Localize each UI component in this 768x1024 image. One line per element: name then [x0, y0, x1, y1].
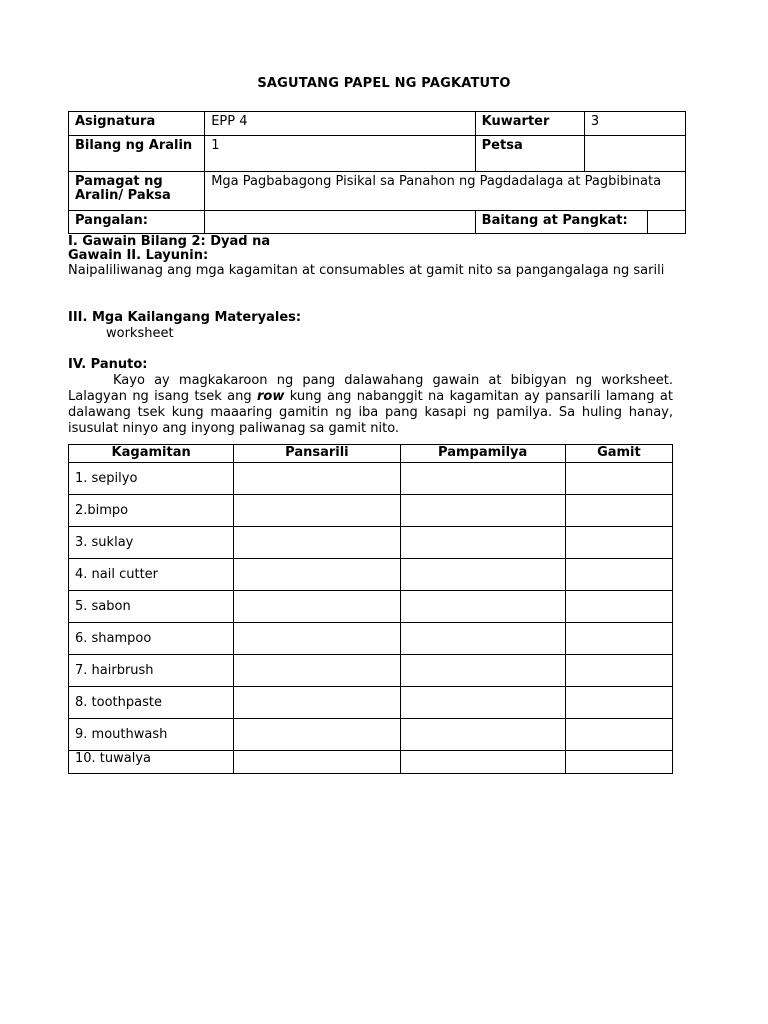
baitang-field[interactable]: [647, 211, 685, 234]
kuwarter-value: 3: [584, 112, 685, 136]
materyales-text: worksheet: [106, 326, 174, 341]
baitang-label: Baitang at Pangkat:: [475, 211, 647, 234]
gamit-cell[interactable]: [565, 463, 672, 495]
kuwarter-label: Kuwarter: [475, 112, 584, 136]
panuto-text-start: Kayo ay magkakaroon ng pang dalawahang gawain at bibigyan ng worksheet. Lalagyan ng isang tsek ang: [68, 373, 673, 404]
pansarili-cell[interactable]: [234, 719, 400, 751]
item-name: 1. sepilyo: [69, 463, 234, 495]
pampamilya-cell[interactable]: [400, 591, 565, 623]
table-row: [69, 527, 673, 559]
pampamilya-cell[interactable]: [400, 527, 565, 559]
asignatura-value: EPP 4: [205, 112, 475, 136]
gamit-cell[interactable]: [565, 591, 672, 623]
page-title: SAGUTANG PAPEL NG PAGKATUTO: [257, 76, 511, 91]
pansarili-cell[interactable]: [234, 559, 400, 591]
gawain-heading-1: I. Gawain Bilang 2: Dyad na: [68, 234, 271, 249]
info-table: [68, 111, 686, 234]
pampamilya-cell[interactable]: [400, 559, 565, 591]
item-name: 5. sabon: [69, 591, 234, 623]
pansarili-cell[interactable]: [234, 591, 400, 623]
item-name: 3. suklay: [69, 527, 234, 559]
pamagat-label: Pamagat ng Aralin/ Paksa: [69, 172, 205, 211]
bilang-value: 1: [205, 136, 475, 172]
item-name: 6. shampoo: [69, 623, 234, 655]
table-row: [69, 463, 673, 495]
gawain-heading-2: Gawain II. Layunin:: [68, 248, 209, 263]
pansarili-cell[interactable]: [234, 655, 400, 687]
header-kagamitan: Kagamitan: [69, 445, 234, 463]
gamit-cell[interactable]: [565, 751, 672, 774]
pansarili-cell[interactable]: [234, 463, 400, 495]
pansarili-cell[interactable]: [234, 751, 400, 774]
pansarili-cell[interactable]: [234, 623, 400, 655]
panuto-heading: IV. Panuto:: [68, 357, 148, 372]
pangalan-field[interactable]: [205, 211, 475, 234]
gamit-cell[interactable]: [565, 655, 672, 687]
pampamilya-cell[interactable]: [400, 463, 565, 495]
gamit-cell[interactable]: [565, 687, 672, 719]
header-gamit: Gamit: [565, 445, 672, 463]
table-row: [69, 495, 673, 527]
pansarili-cell[interactable]: [234, 687, 400, 719]
gamit-cell[interactable]: [565, 719, 672, 751]
table-row: [69, 687, 673, 719]
pampamilya-cell[interactable]: [400, 623, 565, 655]
item-name: 10. tuwalya: [69, 751, 234, 774]
pangalan-label: Pangalan:: [69, 211, 205, 234]
header-pansarili: Pansarili: [234, 445, 400, 463]
pampamilya-cell[interactable]: [400, 495, 565, 527]
item-name: 7. hairbrush: [69, 655, 234, 687]
pampamilya-cell[interactable]: [400, 687, 565, 719]
pansarili-cell[interactable]: [234, 527, 400, 559]
panuto-text: [68, 373, 673, 437]
table-row: [69, 591, 673, 623]
gamit-cell[interactable]: [565, 623, 672, 655]
panuto-text-end: kung ang nabanggit na kagamitan ay pansarili lamang at dalawang tsek kung maaaring gamitin ng iba pang kasapi ng pamilya. Sa huling hanay, isusulat ninyo ang inyong paliwanag sa gamit nito.: [68, 389, 673, 436]
item-name: 4. nail cutter: [69, 559, 234, 591]
table-row: [69, 751, 673, 774]
asignatura-label: Asignatura: [69, 112, 205, 136]
gamit-cell[interactable]: [565, 495, 672, 527]
pampamilya-cell[interactable]: [400, 751, 565, 774]
table-row: [69, 623, 673, 655]
pampamilya-cell[interactable]: [400, 655, 565, 687]
table-row: [69, 655, 673, 687]
gamit-cell[interactable]: [565, 527, 672, 559]
panuto-emphasis: row: [257, 389, 285, 404]
items-table: [68, 444, 673, 774]
bilang-label: Bilang ng Aralin: [69, 136, 205, 172]
pampamilya-cell[interactable]: [400, 719, 565, 751]
pansarili-cell[interactable]: [234, 495, 400, 527]
petsa-field[interactable]: [584, 136, 685, 172]
gamit-cell[interactable]: [565, 559, 672, 591]
table-row: [69, 719, 673, 751]
layunin-text: Naipaliliwanag ang mga kagamitan at consumables at gamit nito sa pangangalaga ng sarili: [68, 263, 665, 278]
item-name: 9. mouthwash: [69, 719, 234, 751]
item-name: 8. toothpaste: [69, 687, 234, 719]
materyales-heading: III. Mga Kailangang Materyales:: [68, 310, 302, 325]
table-row: [69, 559, 673, 591]
header-pampamilya: Pampamilya: [400, 445, 565, 463]
pamagat-value: Mga Pagbabagong Pisikal sa Panahon ng Pagdadalaga at Pagbibinata: [205, 172, 686, 211]
item-name: 2.bimpo: [69, 495, 234, 527]
petsa-label: Petsa: [475, 136, 584, 172]
